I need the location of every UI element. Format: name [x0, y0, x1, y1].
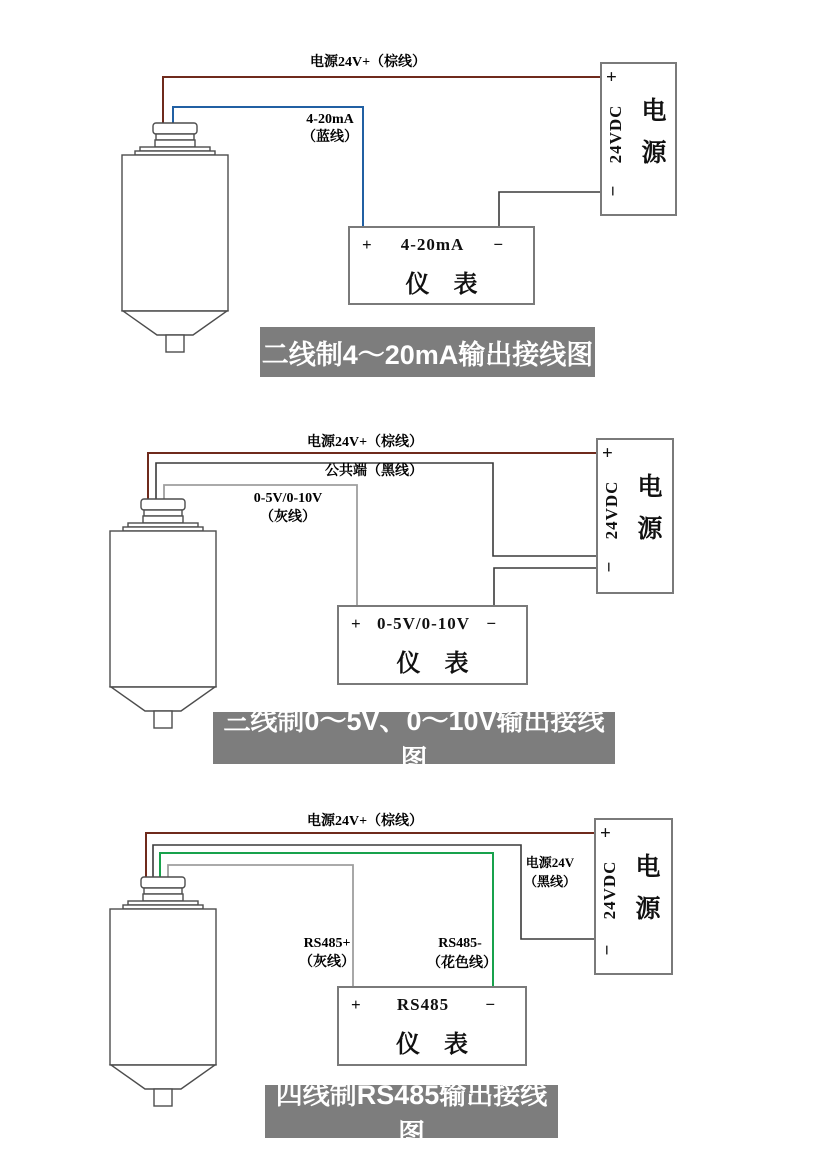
meter-name-label: 仪 表	[396, 1032, 468, 1058]
power-name-label: 电源	[634, 473, 661, 557]
d3-power-wire-label: 电源24V+（棕线）	[306, 814, 424, 829]
power-plus-terminal: +	[606, 67, 617, 88]
d1-power-wire-brown	[163, 77, 602, 126]
caption-three-wire: 三线制0～5V、0～10V输出接线图	[213, 712, 615, 764]
meter-minus-terminal: −	[493, 235, 503, 254]
power-rating-label: 24VDC	[600, 860, 619, 920]
d2-common-wire-label: 公共端（黑线）	[325, 464, 423, 479]
d3-rs485b-label-line1: RS485-	[438, 936, 482, 951]
meter-minus-terminal: −	[485, 995, 495, 1014]
meter-terminal-row	[350, 235, 533, 255]
meter-plus-terminal: +	[362, 235, 372, 254]
caption-four-wire: 四线制RS485输出接线图	[265, 1085, 558, 1138]
power-name-label: 电源	[638, 97, 665, 181]
power-rating-label: 24VDC	[606, 104, 625, 164]
d3-rs485a-label-line1: RS485+	[303, 936, 351, 951]
sensor-transmitter-1	[122, 123, 228, 352]
d1-signal-wire-label-line1: 4-20mA	[306, 112, 354, 127]
meter-range-label: 0-5V/0-10V	[376, 614, 471, 633]
meter-range-label: RS485	[396, 995, 450, 1014]
meter-terminal-row	[339, 614, 526, 634]
d3-rs485b-label-line2: （花色线）	[427, 956, 497, 971]
power-minus-terminal: −	[595, 944, 617, 956]
d2-signal-wire-label-line1: 0-5V/0-10V	[253, 491, 323, 506]
meter-box-1	[348, 226, 535, 305]
meter-name-label: 仪 表	[405, 272, 478, 298]
d2-minus-wire	[494, 568, 598, 606]
d3-black-wire-label-line2: （黑线）	[523, 874, 577, 889]
meter-box-3	[337, 986, 527, 1066]
meter-box-2	[337, 605, 528, 685]
d1-minus-wire	[499, 192, 602, 227]
meter-minus-terminal: −	[486, 614, 496, 633]
power-supply-box-2	[596, 438, 674, 594]
sensor-transmitter-3	[110, 877, 216, 1106]
power-minus-terminal: −	[597, 561, 619, 573]
d3-black-wire-label-line1: 电源24V	[525, 855, 575, 870]
power-rating-label: 24VDC	[602, 480, 621, 540]
d1-signal-wire-label-line2: （蓝线）	[302, 130, 358, 145]
power-minus-terminal: −	[601, 185, 623, 197]
power-plus-terminal: +	[600, 823, 611, 844]
power-supply-box-3	[594, 818, 673, 975]
meter-range-label: 4-20mA	[400, 235, 465, 254]
caption-two-wire: 二线制4～20mA输出接线图	[260, 327, 595, 377]
d2-signal-wire-label-line2: （灰线）	[260, 510, 316, 525]
power-plus-terminal: +	[602, 443, 613, 464]
meter-terminal-row	[339, 995, 525, 1015]
d2-power-wire-label: 电源24V+（棕线）	[306, 435, 424, 450]
sensor-transmitter-2	[110, 499, 216, 728]
power-name-label: 电源	[632, 853, 659, 937]
meter-plus-terminal: +	[351, 614, 361, 633]
d3-rs485a-label-line2: （灰线）	[299, 955, 355, 970]
d1-power-wire-label: 电源24V+（棕线）	[309, 55, 427, 70]
meter-name-label: 仪 表	[396, 651, 469, 677]
meter-plus-terminal: +	[351, 995, 361, 1014]
power-supply-box-1	[600, 62, 677, 216]
